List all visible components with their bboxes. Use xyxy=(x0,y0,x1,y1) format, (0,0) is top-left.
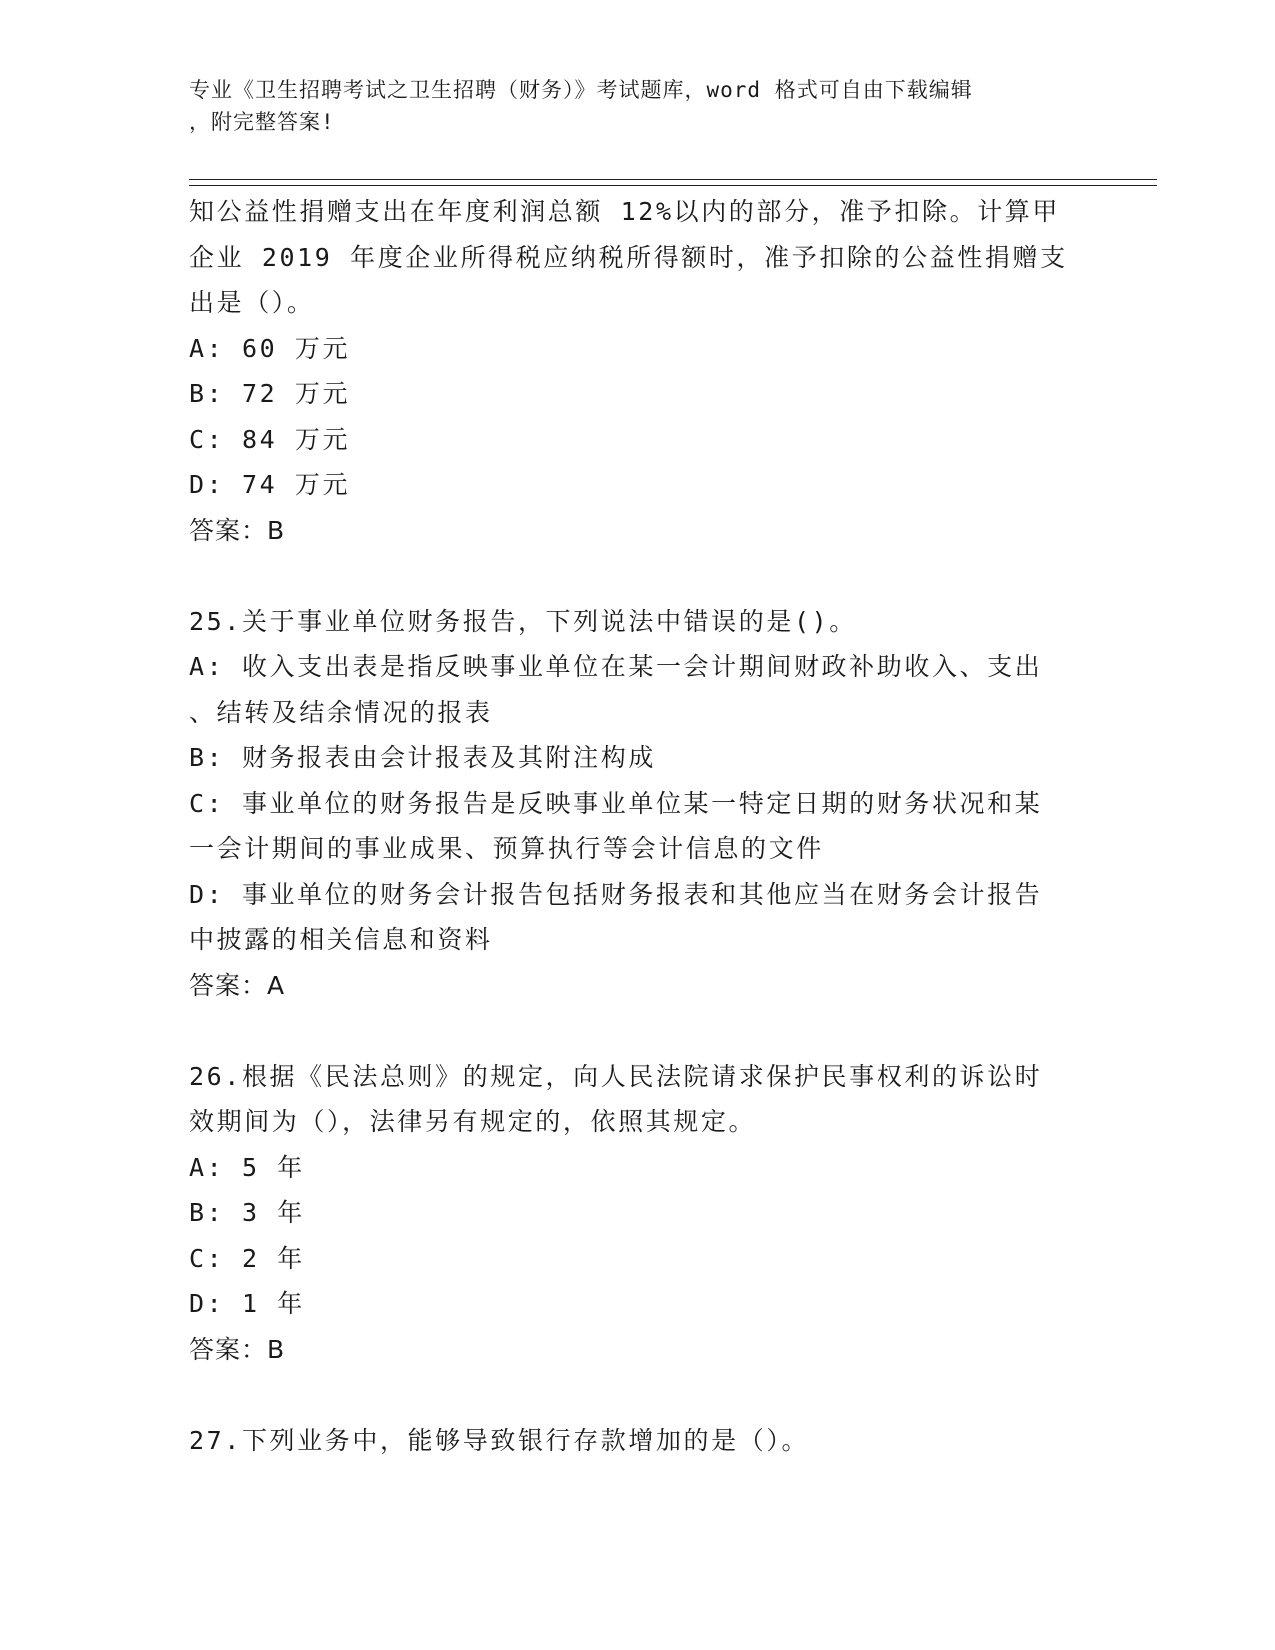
question-25-option-d-cont: 中披露的相关信息和资料 xyxy=(189,925,493,954)
question-25-answer: 答案：A xyxy=(189,970,286,1000)
question-25-option-d: D: 事业单位的财务会计报告包括财务报表和其他应当在财务会计报告 xyxy=(189,879,1043,909)
question-25-option-a: A: 收入支出表是指反映事业单位在某一会计期间财政补助收入、支出 xyxy=(189,652,1043,681)
question-27 xyxy=(189,1418,1069,1464)
question-24-option-d: D: 74 万元 xyxy=(189,470,351,499)
spacer xyxy=(189,1008,1069,1054)
question-24-option-b: B: 72 万元 xyxy=(189,379,351,408)
header-line-1: 专业《卫生招聘考试之卫生招聘（财务）》考试题库，word 格式可自由下载编辑 xyxy=(189,78,973,102)
question-26 xyxy=(189,1054,1069,1373)
question-26-option-a: A: 5 年 xyxy=(189,1152,305,1182)
question-25-option-c-cont: 一会计期间的事业成果、预算执行等会计信息的文件 xyxy=(189,834,824,863)
header-rule-top xyxy=(189,179,1157,180)
header-line-2: ，附完整答案! xyxy=(189,110,335,134)
question-25-stem: 25.关于事业单位财务报告，下列说法中错误的是()。 xyxy=(189,606,857,636)
question-26-option-d: D: 1 年 xyxy=(189,1289,305,1318)
spacer xyxy=(189,1372,1069,1418)
spacer xyxy=(189,553,1069,599)
question-content xyxy=(189,189,1069,1463)
question-26-stem-line: 效期间为（），法律另有规定的，依照其规定。 xyxy=(189,1107,757,1136)
question-24-stem-line: 知公益性捐赠支出在年度利润总额 12%以内的部分，准予扣除。计算甲 xyxy=(189,197,1061,226)
question-24 xyxy=(189,189,1069,553)
question-26-answer: 答案：B xyxy=(189,1334,286,1364)
question-24-answer: 答案：B xyxy=(189,515,286,545)
question-26-option-c: C: 2 年 xyxy=(189,1243,305,1273)
question-27-stem: 27.下列业务中，能够导致银行存款增加的是（）。 xyxy=(189,1425,810,1455)
question-24-option-c: C: 84 万元 xyxy=(189,424,351,454)
question-24-option-a: A: 60 万元 xyxy=(189,333,351,363)
question-24-stem-line: 企业 2019 年度企业所得税应纳税所得额时，准予扣除的公益性捐赠支 xyxy=(189,242,1068,272)
header-rule-bottom xyxy=(189,185,1157,186)
question-24-stem-line: 出是（）。 xyxy=(189,288,315,317)
document-header xyxy=(189,74,1069,138)
question-26-option-b: B: 3 年 xyxy=(189,1198,305,1227)
question-25-option-b: B: 财务报表由会计报表及其附注构成 xyxy=(189,743,656,772)
question-25-option-a-cont: 、结转及结余情况的报表 xyxy=(189,697,493,727)
question-25 xyxy=(189,599,1069,1009)
question-26-stem-line: 26.根据《民法总则》的规定，向人民法院请求保护民事权利的诉讼时 xyxy=(189,1061,1043,1091)
question-25-option-c: C: 事业单位的财务报告是反映事业单位某一特定日期的财务状况和某 xyxy=(189,788,1043,818)
